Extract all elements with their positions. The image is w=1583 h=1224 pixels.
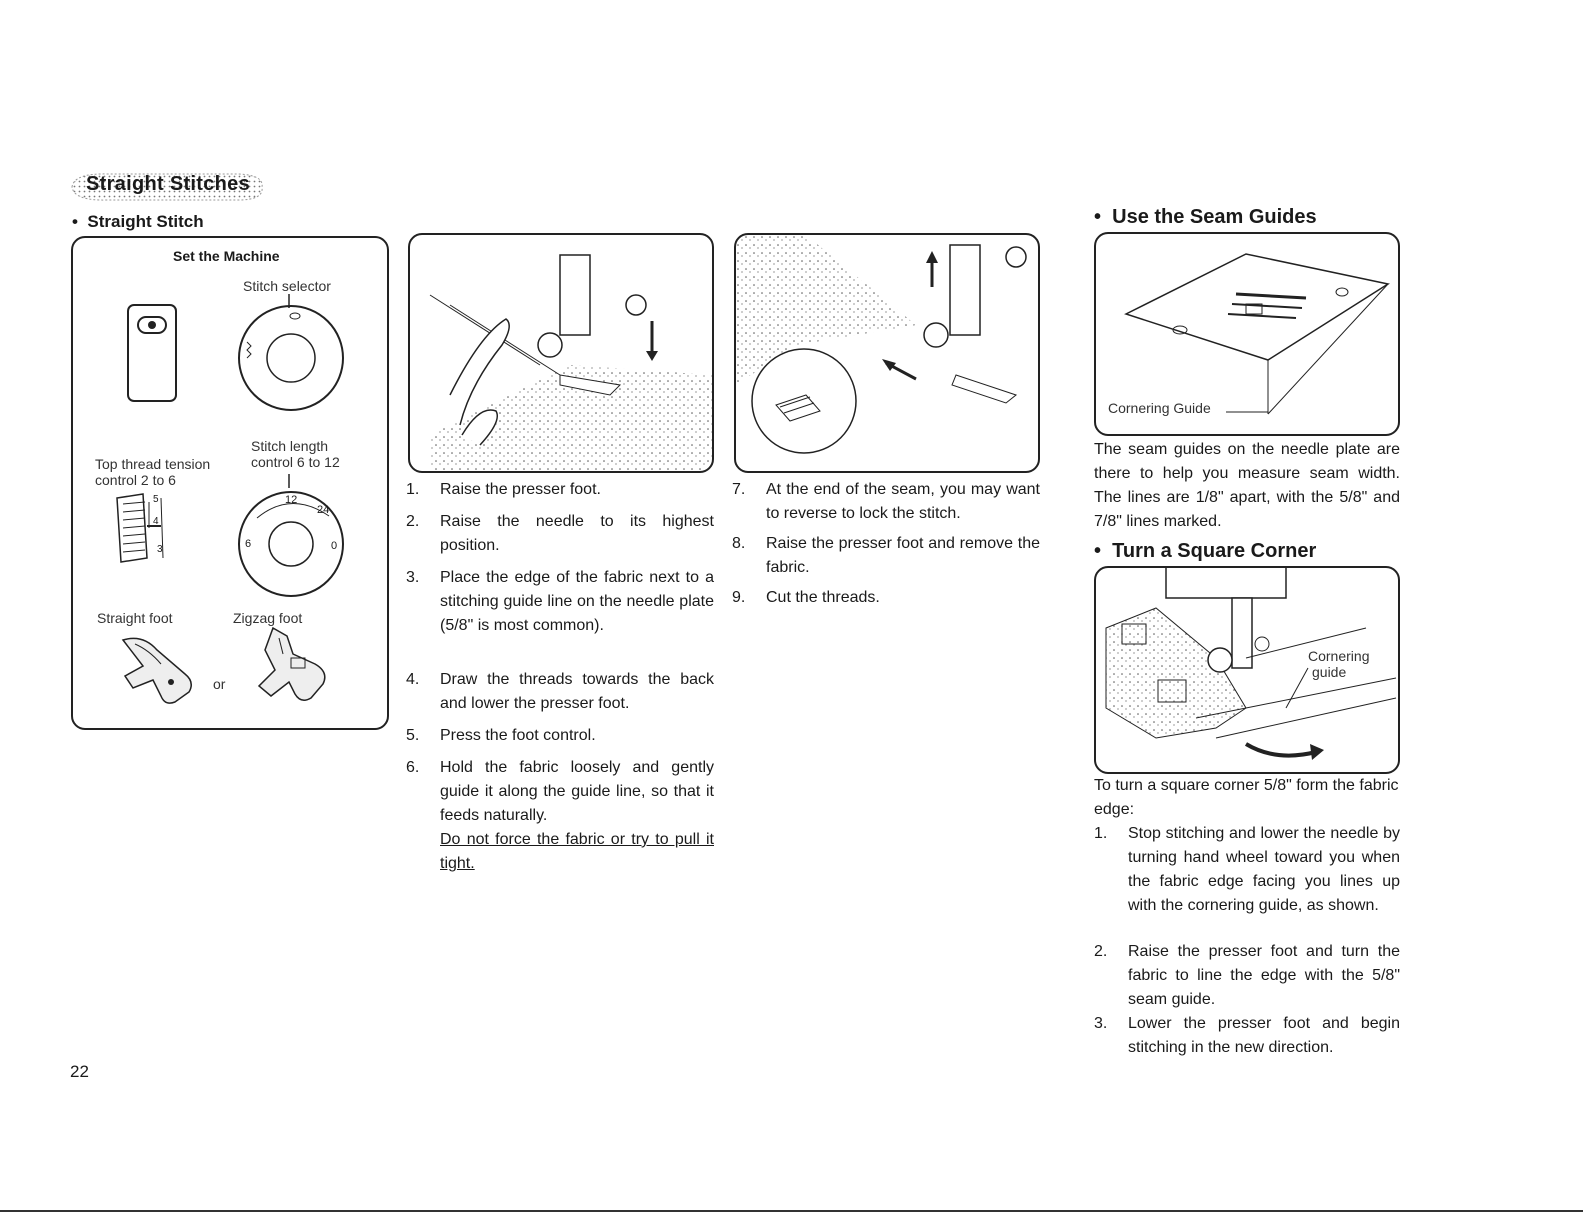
stitch-selector-dial	[235, 294, 347, 414]
dial-mark-24: 24	[317, 504, 330, 516]
or-label: or	[213, 676, 226, 692]
seam-guides-heading	[1094, 206, 1317, 229]
straight-stitch-heading	[72, 212, 204, 232]
square-corner-illustration	[1094, 566, 1400, 774]
bullet-icon: •	[1094, 206, 1113, 228]
raise-presser-foot-illustration	[408, 233, 714, 473]
step-2-text: Raise the needle to its highest position.	[440, 513, 714, 554]
remove-fabric-illustration	[734, 233, 1040, 473]
section-title-banner	[68, 170, 268, 204]
step-8-text: Raise the presser foot and remove the fabric.	[766, 535, 1040, 576]
warning-text: Do not force the fabric or try to pull it tight.	[440, 831, 714, 872]
straight-foot-illustration	[113, 630, 203, 710]
dial-mark-6: 6	[245, 538, 252, 550]
straight-foot-label: Straight foot	[97, 610, 173, 626]
cornering-label-1: Cornering	[1308, 648, 1370, 664]
cornering-guide-label: Cornering Guide	[1108, 400, 1211, 416]
corner-intro-text: To turn a square corner 5/8" form the fabric edge:	[1094, 777, 1399, 818]
tension-control-illustration	[103, 488, 185, 568]
seam-guides-heading-text: Use the Seam Guides	[1112, 206, 1317, 228]
step-1-text: Raise the presser foot.	[440, 481, 601, 498]
pattern-switch-illustration	[125, 302, 181, 406]
corner-step-2-text: Raise the presser foot and turn the fabric to line the edge with the 5/8" seam guide.	[1128, 943, 1400, 1008]
corner-step-1-number: 1.	[1094, 825, 1108, 842]
step-4-number: 4.	[406, 671, 420, 688]
step-6-number: 6.	[406, 759, 420, 776]
step-9-number: 9.	[732, 589, 746, 606]
straight-stitch-heading-text: Straight Stitch	[87, 212, 204, 231]
step-1-number: 1.	[406, 481, 420, 498]
step-9-text: Cut the threads.	[766, 589, 880, 606]
section-title: Straight Stitches	[86, 173, 251, 195]
step-8-number: 8.	[732, 535, 746, 552]
square-corner-heading	[1094, 540, 1316, 563]
panel-title: Set the Machine	[173, 248, 280, 264]
set-machine-panel	[71, 236, 389, 730]
step-5-text: Press the foot control.	[440, 727, 596, 744]
square-corner-heading-text: Turn a Square Corner	[1112, 540, 1317, 562]
page-bottom-rule	[0, 1210, 1583, 1212]
top-thread-tension-label-2: control 2 to 6	[95, 472, 176, 488]
zigzag-foot-label: Zigzag foot	[233, 610, 303, 626]
seam-guides-illustration	[1094, 232, 1400, 436]
tension-mark-5: 5	[153, 494, 159, 505]
corner-step-3-number: 3.	[1094, 1015, 1108, 1032]
corner-step-2-number: 2.	[1094, 943, 1108, 960]
step-7-number: 7.	[732, 481, 746, 498]
seam-guides-text: The seam guides on the needle plate are there to help you measure seam width. The lines are 1/8" apart, with the 5/8" and 7/8" lines marked.	[1094, 441, 1400, 530]
bullet-icon: •	[1094, 540, 1113, 562]
step-3-text: Place the edge of the fabric next to a stitching guide line on the needle plate (5/8" is most common).	[440, 569, 714, 634]
corner-step-3-text: Lower the presser foot and begin stitching in the new direction.	[1128, 1015, 1400, 1056]
page-number: 22	[70, 1062, 89, 1081]
bullet-icon: •	[72, 212, 88, 231]
stitch-length-label-2: control 6 to 12	[251, 454, 340, 470]
cornering-label-2: guide	[1312, 664, 1347, 680]
tension-mark-3: 3	[157, 544, 163, 555]
stitch-length-label-1: Stitch length	[251, 438, 329, 454]
corner-step-1-text: Stop stitching and lower the needle by turning hand wheel toward you when the fabric edge facing you lines up with the cornering guide, as shown.	[1128, 825, 1400, 914]
tension-mark-4: 4	[153, 516, 159, 527]
step-6-text: Hold the fabric loosely and gently guide it along the guide line, so that it feeds naturally.	[440, 759, 714, 824]
step-2-number: 2.	[406, 513, 420, 530]
stitch-selector-label: Stitch selector	[243, 278, 331, 294]
step-3-number: 3.	[406, 569, 420, 586]
step-4-text: Draw the threads towards the back and lower the presser foot.	[440, 671, 714, 712]
step-7-text: At the end of the seam, you may want to reverse to lock the stitch.	[766, 481, 1040, 522]
zigzag-foot-illustration	[243, 624, 339, 714]
dial-mark-0: 0	[331, 540, 338, 552]
top-thread-tension-label-1: Top thread tension	[95, 456, 211, 472]
dial-mark-12: 12	[285, 494, 298, 506]
step-5-number: 5.	[406, 727, 420, 744]
